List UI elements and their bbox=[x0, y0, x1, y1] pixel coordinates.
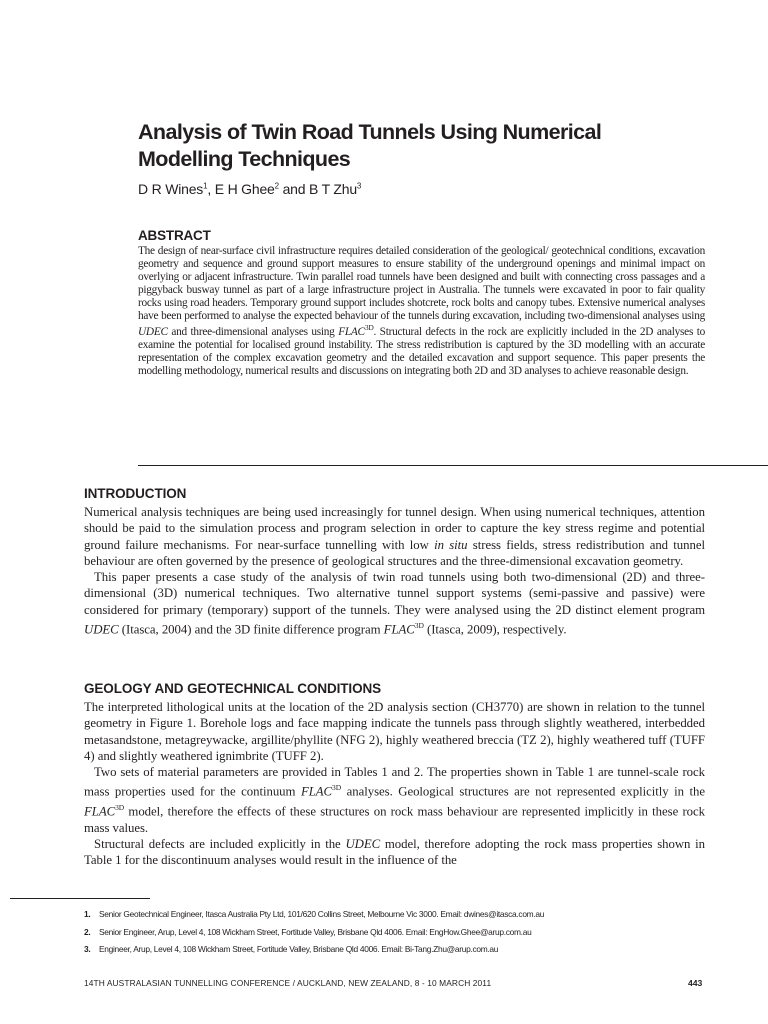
footnote-number: 2. bbox=[84, 927, 91, 937]
introduction-heading: INTRODUCTION bbox=[84, 486, 187, 501]
superscript: 3D bbox=[364, 323, 374, 333]
text-run: This paper presents a case study of the analysis of twin road tunnels using both two-dimensional (2D) and three-dimensional (3D) numerical techniques. Two alternative tunnel support systems (semi-passive and passive) were considered for primary (temporary) support of the tunnels. They were analysed using the 2D distinct element program bbox=[84, 570, 705, 617]
introduction-body bbox=[84, 504, 705, 638]
paragraph: The interpreted lithological units at the location of the 2D analysis section (CH3770) are shown in relation to the tunnel geometry in Figure 1. Borehole logs and face mapping indicate the tunnels pass through slightly weathered, interbedded metasandstone, metagreywacke, argillite/phyllite (NFG 2), highly weathered breccia (TZ 2), highly weathered tuff (TUFF 4) and slightly weathered ignimbrite (TUFF 2). bbox=[84, 700, 705, 763]
text-run: model, therefore adopting the rock mass properties shown in Table 1 for the discontinuum analyses would result in the influence of the bbox=[84, 836, 705, 868]
footnote-number: 3. bbox=[84, 944, 91, 954]
text-run: analyses. Geological structures are not represented explicitly in the bbox=[341, 784, 706, 799]
text-run: model, therefore the effects of these structures on rock mass behaviour are represented implicitly in these rock mass values. bbox=[84, 804, 705, 835]
abstract-text-run: The design of near-surface civil infrastructure requires detailed consideration of the geological/ geotechnical conditions, excavation geometry and sequence and ground support measures to ensure stability of the underground openings and minimal impact on overlying or adjacent infrastructure. Twin parallel road tunnels have been designed and built with connecting cross passages and a piggyback busway tunnel as part of a large infrastructure project in Australia. The tunnels were excavated in poor to fair quality rocks using road headers. Temporary ground support includes shotcrete, rock bolts and canopy tubes. Extensive numerical analyses have been performed to analyse the expected behaviour of the tunnels during excavation, including two-dimensional analyses using bbox=[138, 245, 705, 322]
text-run: Numerical analysis techniques are being used increasingly for tunnel design. When using numerical techniques, attention should be paid to the simulation process and program selection in order to capture the key stress regime and potential ground failure mechanisms. For near-surface tunnelling with low bbox=[84, 505, 705, 552]
footnote-text: Engineer, Arup, Level 4, 108 Wickham Street, Fortitude Valley, Brisbane Qld 4006. Email: Bi-Tang.Zhu@arup.com.au bbox=[99, 944, 499, 954]
abstract-text bbox=[138, 245, 705, 378]
superscript: 3D bbox=[414, 621, 424, 631]
section-divider bbox=[138, 465, 768, 466]
text-run: (Itasca, 2004) and the 3D finite difference program bbox=[118, 622, 384, 637]
footnote bbox=[84, 944, 498, 954]
superscript: 3D bbox=[115, 803, 125, 813]
geology-body bbox=[84, 699, 705, 869]
abstract-text-run: . Structural defects in the rock are explicitly included in the 2D analyses to examine the potential for localised ground instability. The stress redistribution is captured by the 3D modelling with an accurate representation of the complex excavation geometry and the detailed excavation and support sequence. This paper presents the modelling methodology, numerical results and discussions on integrating both 2D and 3D analyses to achieve reasonable design. bbox=[138, 326, 705, 377]
program-name: UDEC bbox=[84, 622, 119, 637]
program-name: UDEC bbox=[138, 326, 168, 339]
superscript: 3D bbox=[332, 783, 342, 793]
paragraph bbox=[84, 764, 705, 836]
author-list bbox=[138, 181, 361, 197]
author-name: B T Zhu bbox=[309, 181, 357, 197]
geology-heading: GEOLOGY AND GEOTECHNICAL CONDITIONS bbox=[84, 681, 382, 696]
text-run: (Itasca, 2009), respectively. bbox=[423, 622, 567, 637]
author-name: E H Ghee bbox=[214, 181, 275, 197]
author-name: D R Wines bbox=[138, 181, 204, 197]
text-run: stress fields, stress redistribution and tunnel behaviour are often governed by the presence of geological structures and the three-dimensional excavation geometry. bbox=[84, 537, 705, 568]
program-name: FLAC bbox=[84, 804, 116, 819]
program-name: FLAC bbox=[300, 784, 333, 799]
footnote bbox=[84, 909, 544, 919]
paragraph bbox=[84, 836, 705, 869]
page-number: 443 bbox=[688, 978, 703, 988]
text-run: Two sets of material parameters are provided in Tables 1 and 2. The properties shown in Table 1 are tunnel-scale rock mass properties used for the continuum bbox=[84, 765, 705, 799]
text-run: Structural defects are included explicitly in the bbox=[94, 836, 346, 851]
paragraph bbox=[84, 504, 705, 569]
footnote bbox=[84, 927, 531, 937]
author-separator: , bbox=[207, 181, 215, 197]
affiliation-marker: 3 bbox=[356, 181, 362, 191]
program-name: FLAC bbox=[338, 326, 365, 339]
program-name: UDEC bbox=[345, 836, 381, 851]
emphasis: in situ bbox=[434, 537, 468, 552]
footnote-text: Senior Geotechnical Engineer, Itasca Australia Pty Ltd, 101/620 Collins Street, Melbourne Vic 3000. Email: dwines@itasca.com.au bbox=[99, 909, 545, 919]
paper-title: Analysis of Twin Road Tunnels Using Numerical Modelling Techniques bbox=[138, 120, 602, 171]
conference-footer: 14TH AUSTRALASIAN TUNNELLING CONFERENCE / AUCKLAND, NEW ZEALAND, 8 - 10 MARCH 2011 bbox=[84, 978, 492, 988]
footnote-text: Senior Engineer, Arup, Level 4, 108 Wickham Street, Fortitude Valley, Brisbane Qld 4006. Email: EngHow.Ghee@arup.com.au bbox=[99, 927, 532, 937]
program-name: FLAC bbox=[383, 622, 415, 637]
footnote-number: 1. bbox=[84, 909, 91, 919]
abstract-heading: ABSTRACT bbox=[138, 228, 211, 243]
affiliation-marker: 1 bbox=[203, 181, 208, 191]
footnote-divider bbox=[10, 898, 150, 899]
author-separator: and bbox=[278, 181, 310, 197]
paragraph bbox=[84, 569, 705, 637]
abstract-text-run: and three-dimensional analyses using bbox=[167, 326, 339, 339]
affiliation-marker: 2 bbox=[274, 181, 279, 191]
